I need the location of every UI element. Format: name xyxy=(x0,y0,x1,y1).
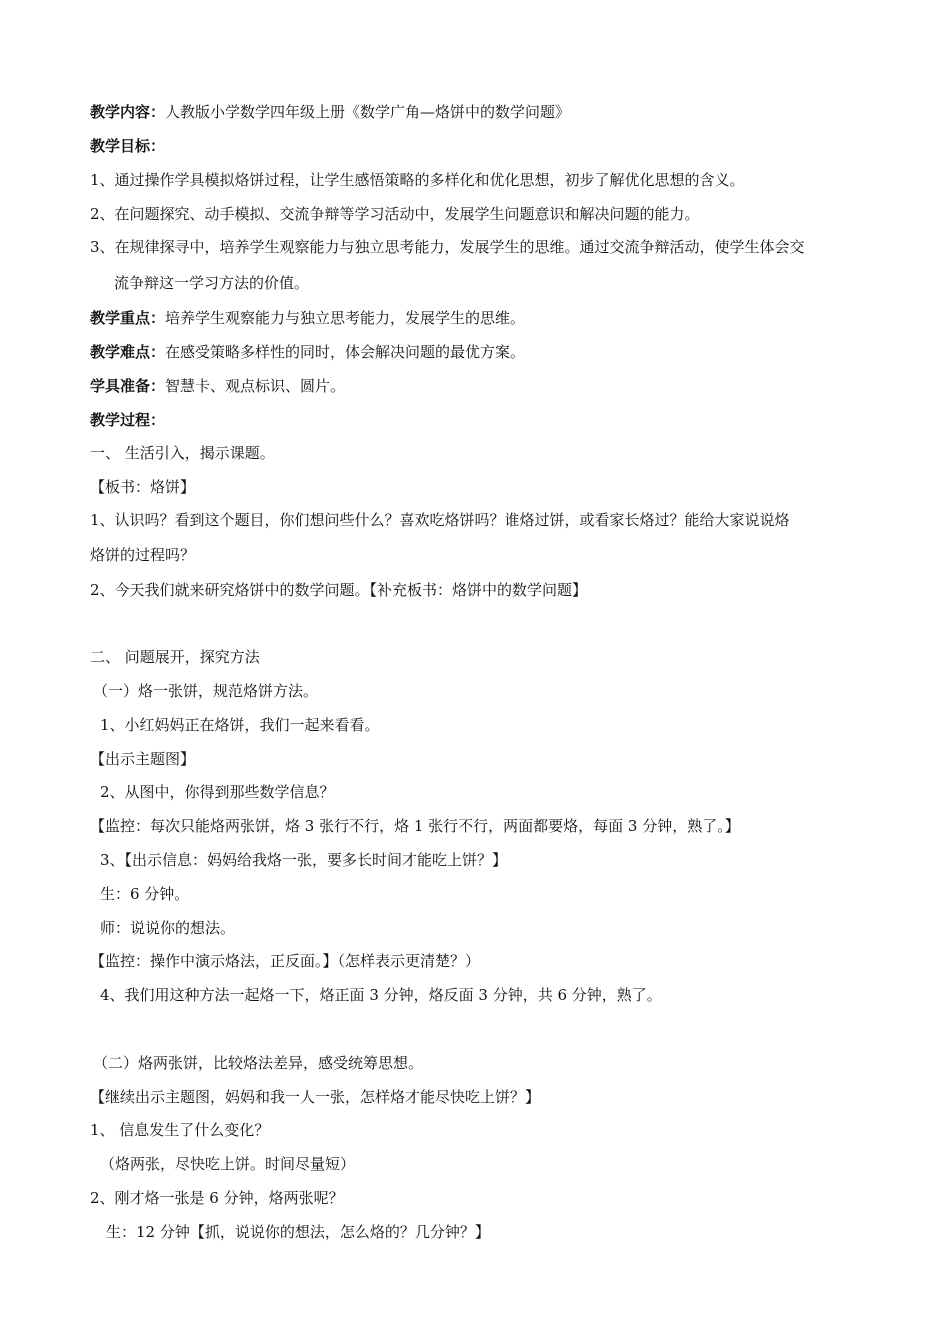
student-answer-1: 生：6 分钟。 xyxy=(100,885,190,903)
section-2-heading: 二、 问题展开，探究方法 xyxy=(90,648,260,666)
goal-3-line-2: 流争辩这一学习方法的价值。 xyxy=(114,274,310,292)
tools-line xyxy=(90,376,345,396)
part-1-step-4: 4、我们用这种方法一起烙一下，烙正面 3 分钟，烙反面 3 分钟，共 6 分钟，熟了。 xyxy=(100,986,662,1004)
teaching-content-label: 教学内容： xyxy=(90,103,166,121)
section-1-question-1-line-2: 烙饼的过程吗？ xyxy=(90,546,196,564)
part-2-step-1-note: （烙两张，尽快吃上饼。时间尽量短） xyxy=(100,1155,356,1173)
key-point-line xyxy=(90,308,525,328)
goal-3-line-1: 3、在规律探寻中，培养学生观察能力与独立思考能力，发展学生的思维。通过交流争辩活动，使学生体会交 xyxy=(90,238,805,256)
part-1-step-1: 1、小红妈妈正在烙饼，我们一起来看看。 xyxy=(100,716,380,734)
section-1-question-1-line-1: 1、认识吗？看到这个题目，你们想问些什么？喜欢吃烙饼吗？谁烙过饼，或看家长烙过？能给大家说说烙 xyxy=(90,511,790,529)
show-theme-picture-2: 【继续出示主题图，妈妈和我一人一张，怎样烙才能尽快吃上饼？】 xyxy=(90,1088,541,1106)
difficulty-label: 教学难点： xyxy=(90,343,166,361)
tools-text: 智慧卡、观点标识、圆片。 xyxy=(165,377,346,395)
teaching-content-text: 人教版小学数学四年级上册《数学广角—烙饼中的数学问题》 xyxy=(165,103,571,121)
part-1-heading: （一）烙一张饼，规范烙饼方法。 xyxy=(93,682,319,700)
section-1-heading: 一、 生活引入，揭示课题。 xyxy=(90,444,275,462)
part-2-step-2: 2、刚才烙一张是 6 分钟，烙两张呢？ xyxy=(90,1189,344,1207)
student-answer-2: 生：12 分钟【抓，说说你的想法，怎么烙的？几分钟？】 xyxy=(106,1223,490,1241)
section-1-question-2: 2、今天我们就来研究烙饼中的数学问题。【补充板书：烙饼中的数学问题】 xyxy=(90,581,588,599)
teaching-goals-label: 教学目标： xyxy=(90,137,166,155)
part-2-heading: （二）烙两张饼，比较烙法差异，感受统筹思想。 xyxy=(93,1054,424,1072)
board-note-1: 【板书：烙饼】 xyxy=(90,478,196,496)
teacher-prompt-1: 师：说说你的想法。 xyxy=(100,919,236,937)
part-1-step-3: 3、【出示信息：妈妈给我烙一张，要多长时间才能吃上饼？】 xyxy=(100,851,508,869)
key-point-label: 教学重点： xyxy=(90,309,166,327)
show-theme-picture: 【出示主题图】 xyxy=(90,750,196,768)
key-point-text: 培养学生观察能力与独立思考能力，发展学生的思维。 xyxy=(165,309,526,327)
teaching-process-label: 教学过程： xyxy=(90,411,166,429)
goal-2: 2、在问题探究、动手模拟、交流争辩等学习活动中，发展学生问题意识和解决问题的能力。 xyxy=(90,205,700,223)
goal-1: 1、通过操作学具模拟烙饼过程，让学生感悟策略的多样化和优化思想，初步了解优化思想的含义。 xyxy=(90,171,745,189)
difficulty-line xyxy=(90,342,525,362)
teaching-content-line xyxy=(90,102,570,122)
difficulty-text: 在感受策略多样性的同时，体会解决问题的最优方案。 xyxy=(165,343,526,361)
monitor-note-2: 【监控：操作中演示烙法，正反面。】（怎样表示更清楚？） xyxy=(90,952,481,970)
monitor-note-1: 【监控：每次只能烙两张饼，烙 3 张行不行，烙 1 张行不行，两面都要烙，每面 3 分钟，熟了。】 xyxy=(90,817,740,835)
tools-label: 学具准备： xyxy=(90,377,166,395)
part-1-step-2: 2、从图中，你得到那些数学信息？ xyxy=(100,783,335,801)
part-2-step-1: 1、 信息发生了什么变化？ xyxy=(90,1121,270,1139)
